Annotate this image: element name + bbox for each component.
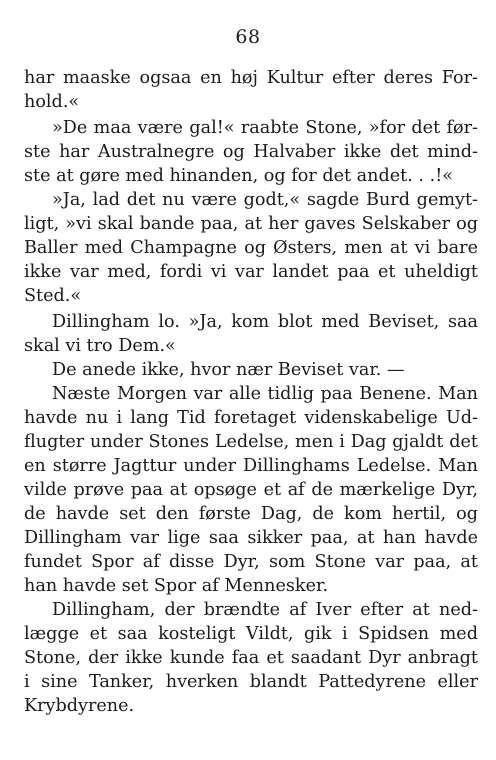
- text-line: han havde set Spor af Mennesker.: [24, 576, 329, 596]
- text-line: fundet Spor af disse Dyr, som Stone var paa, at: [24, 552, 478, 572]
- text-line: Stone, der ikke kunde faa et saadant Dyr anbragt: [24, 648, 478, 668]
- text-line: hold.«: [24, 92, 80, 112]
- text-line: Dillingham, der brændte af Iver efter at ned-: [52, 600, 478, 620]
- text-line: vilde prøve paa at opsøge et af de mærkelige Dyr,: [24, 480, 478, 500]
- text-line: en større Jagttur under Dillinghams Ledelse. Man: [24, 456, 478, 476]
- page-number: 68: [235, 26, 261, 48]
- text-line: Dillingham var lige saa sikker paa, at han havde: [24, 528, 478, 548]
- text-line: »De maa være gal!« raabte Stone, »for det før-: [52, 118, 478, 138]
- text-line: Krybdyrene.: [24, 696, 135, 716]
- text-line: ste har Australnegre og Halvaber ikke det mind-: [24, 142, 478, 162]
- text-line: Dillingham lo. »Ja, kom blot med Beviset, saa: [52, 312, 478, 332]
- text-line: Næste Morgen var alle tidlig paa Benene. Man: [52, 384, 478, 404]
- text-line: flugter under Stones Ledelse, men i Dag gjaldt det: [24, 432, 478, 452]
- text-line: har maaske ogsaa en høj Kultur efter deres For-: [24, 68, 478, 88]
- text-line: de havde set den første Dag, de kom hertil, og: [24, 504, 478, 524]
- text-line: ligt, »vi skal bande paa, at her gaves Selskaber og: [24, 214, 478, 234]
- text-line: »Ja, lad det nu være godt,« sagde Burd gemyt-: [52, 190, 478, 210]
- text-line: De anede ikke, hvor nær Beviset var. —: [52, 360, 405, 380]
- text-line: Sted.«: [24, 286, 82, 306]
- text-line: Baller med Champagne og Østers, men at vi bare: [24, 238, 478, 258]
- text-line: havde nu i lang Tid foretaget videnskabelige Ud-: [24, 408, 478, 428]
- text-line: ikke var med, fordi vi var landet paa et uheldigt: [24, 262, 478, 282]
- text-line: ste at gøre med hinanden, og for det andet. . .!«: [24, 166, 454, 186]
- text-line: skal vi tro Dem.«: [24, 336, 176, 356]
- text-line: i sine Tanker, hverken blandt Pattedyrene eller: [24, 672, 478, 692]
- text-line: lægge et saa kosteligt Vildt, gik i Spidsen med: [24, 624, 478, 644]
